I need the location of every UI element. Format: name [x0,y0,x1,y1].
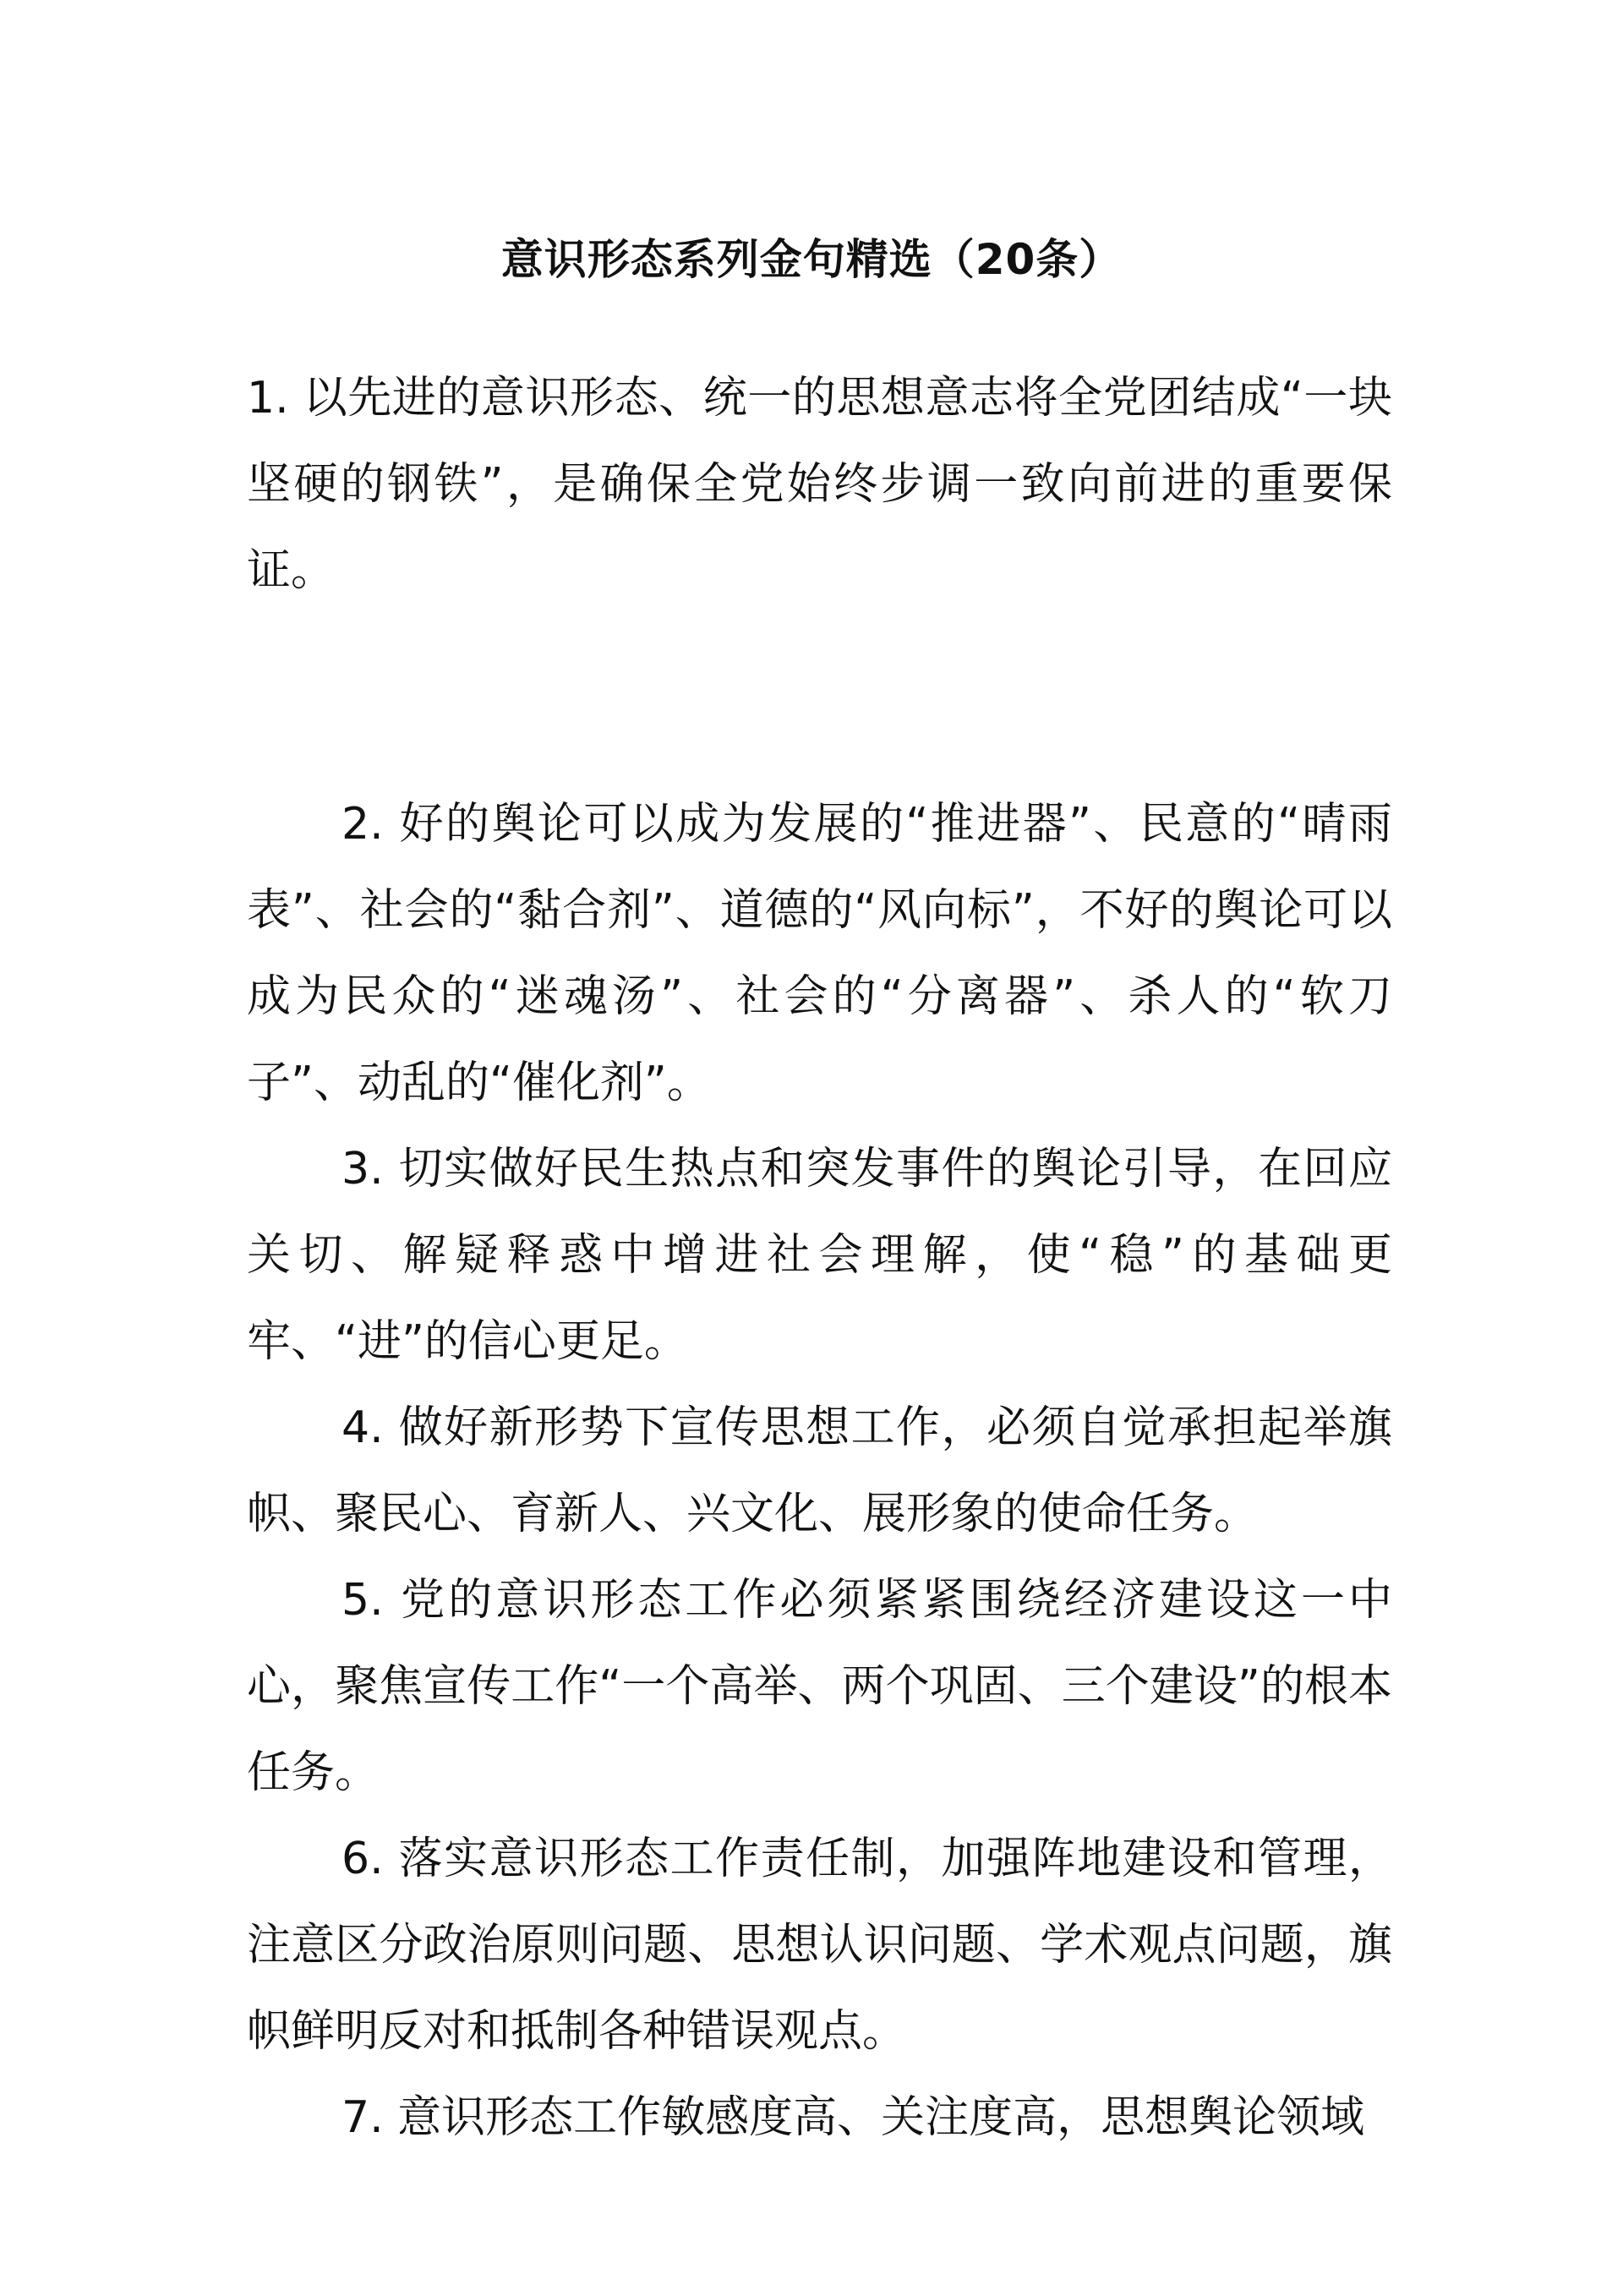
paragraph-7: 7. 意识形态工作敏感度高、关注度高，思想舆论领域 [342,2092,1365,2143]
paragraph-6: 6. 落实意识形态工作责任制，加强阵地建设和管理，注意区分政治原则问题、思想认识问题、学术观点问题，旗帜鲜明反对和抵制各种错误观点。 [247,1834,1392,2057]
paragraph-2: 2. 好的舆论可以成为发展的“推进器”、民意的“晴雨表”、社会的“黏合剂”、道德的“风向标”，不好的舆论可以成为民众的“迷魂汤”、社会的“分离器”、杀人的“软刀子”、动乱的“催化剂”。 [247,799,1392,1108]
document-body [247,355,1392,2161]
paragraph-4: 4. 做好新形势下宣传思想工作，必须自觉承担起举旗帜、聚民心、育新人、兴文化、展形象的使命任务。 [247,1402,1392,1539]
paragraph-5: 5. 党的意识形态工作必须紧紧围绕经济建设这一中心，聚焦宣传工作“一个高举、两个巩固、三个建设”的根本任务。 [247,1575,1392,1798]
document-title: 意识形态系列金句精选（20条） [500,235,1123,284]
paragraph-1: 1. 以先进的意识形态、统一的思想意志将全党团结成“一块坚硬的钢铁”，是确保全党始终步调一致向前进的重要保证。 [247,373,1392,596]
paragraph-3: 3. 切实做好民生热点和突发事件的舆论引导，在回应关切、解疑释惑中增进社会理解，使“稳”的基础更牢、“进”的信心更足。 [247,1144,1392,1367]
